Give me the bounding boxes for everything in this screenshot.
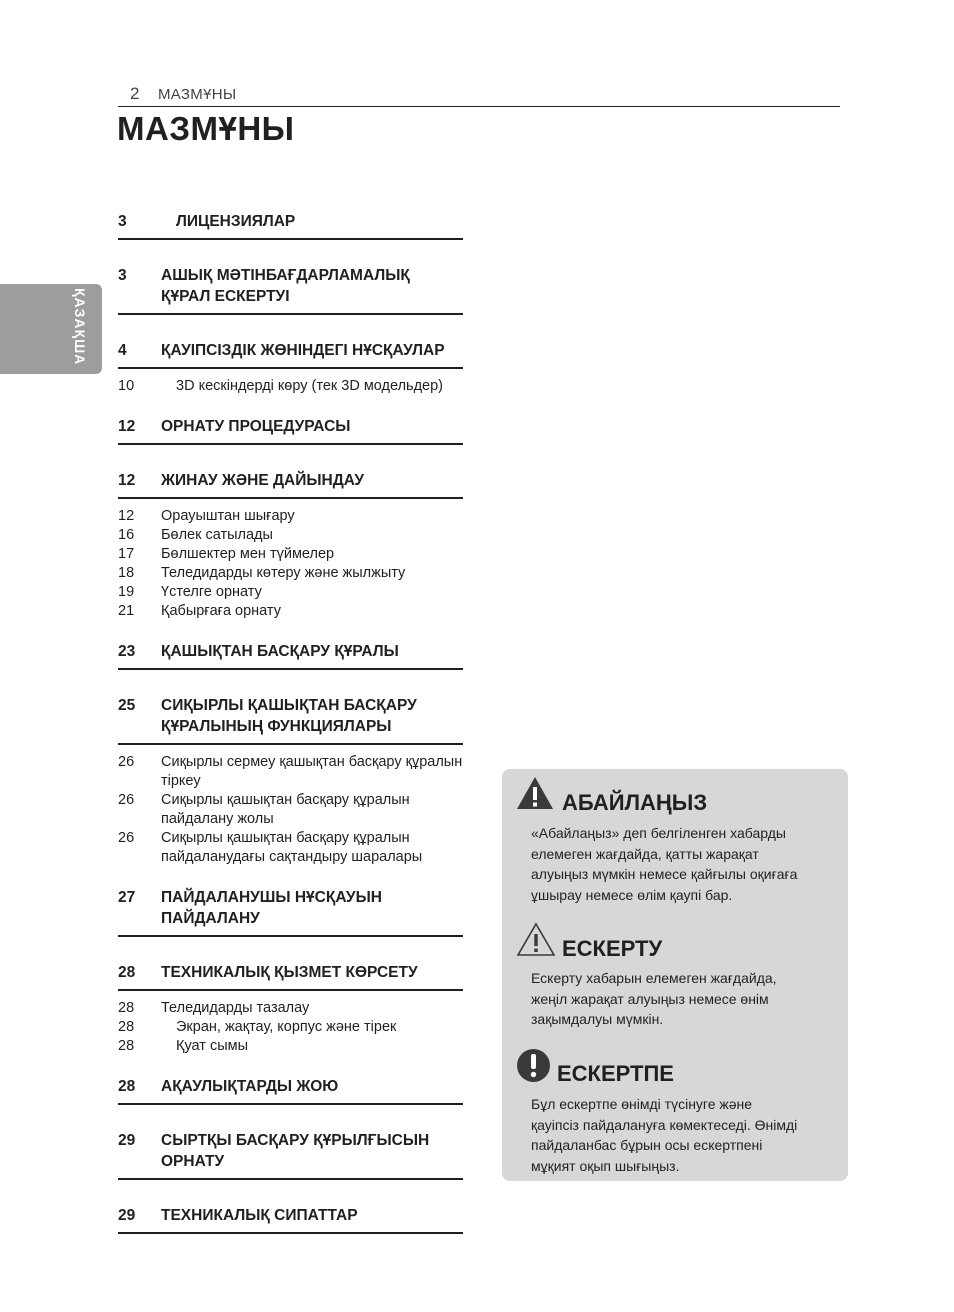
language-label: ҚАЗАҚША (72, 288, 88, 366)
toc-entry[interactable] (118, 507, 463, 526)
toc-section[interactable] (118, 695, 463, 745)
toc-page-number: 27 (118, 889, 136, 906)
header-title: МАЗМҰНЫ (158, 86, 237, 103)
toc-page-number: 12 (118, 472, 136, 489)
note-title: ЕСКЕРТПЕ (557, 1061, 674, 1086)
toc-title: ҚАШЫҚТАН БАСҚАРУ ҚҰРАЛЫ (161, 643, 399, 660)
toc-page-number: 26 (118, 754, 135, 770)
toc-title: Қабырғаға орнату (161, 603, 281, 619)
toc-page-number: 25 (118, 697, 136, 714)
toc-page-number: 28 (118, 1019, 135, 1035)
toc-section[interactable] (118, 416, 463, 445)
warning-title: АБАЙЛАҢЫЗ (562, 790, 708, 815)
note-line: Бұл ескертпе өнімді түсінуге және (531, 1096, 753, 1112)
toc-page-number: 4 (118, 342, 127, 359)
toc-page-number: 19 (118, 584, 135, 600)
note-line: пайдаланбас бұрын осы ескертпені (531, 1137, 763, 1153)
note-text (531, 1094, 836, 1176)
toc-entry[interactable] (118, 829, 463, 867)
toc-page-number: 3 (118, 213, 127, 230)
toc-title: Үстелге орнату (161, 584, 262, 600)
page-number: 2 (130, 84, 140, 103)
toc-title: ТЕХНИКАЛЫҚ СИПАТТАР (161, 1207, 358, 1224)
caution-line: Ескерту хабарын елемеген жағдайда, (531, 970, 777, 986)
warning-triangle-icon (516, 776, 554, 810)
toc-title: ПАЙДАЛАНУШЫ НҰСҚАУЫН ПАЙДАЛАНУ (161, 889, 382, 927)
toc-title: СЫРТҚЫ БАСҚАРУ ҚҰРЫЛҒЫСЫН ОРНАТУ (161, 1132, 430, 1170)
caution-line: зақымдалуы мүмкін. (531, 1011, 664, 1027)
caution-line: жеңіл жарақат алуыңыз немесе өнім (531, 990, 769, 1007)
note-line: мұқият оқып шығыңыз. (531, 1157, 680, 1174)
toc-page-number: 28 (118, 1038, 135, 1054)
toc-title: Сиқырлы қашықтан басқару құралын пайдалану жолы (161, 792, 410, 827)
page-header (118, 84, 840, 107)
warning-line: елемеген жағдайда, қатты жарақат (531, 845, 759, 862)
toc-page-number: 23 (118, 643, 136, 660)
toc-section[interactable] (118, 1205, 463, 1234)
caution-text (531, 968, 836, 1030)
toc-section[interactable] (118, 470, 463, 499)
toc-title: ТЕХНИКАЛЫҚ ҚЫЗМЕТ КӨРСЕТУ (161, 964, 418, 981)
toc-entry[interactable] (118, 526, 463, 545)
toc-title: АҚАУЛЫҚТАРДЫ ЖОЮ (161, 1078, 339, 1095)
toc-title: ОРНАТУ ПРОЦЕДУРАСЫ (161, 418, 351, 435)
toc-entry[interactable] (118, 583, 463, 602)
language-side-tab (0, 284, 102, 374)
toc-title: Бөлек сатылады (161, 527, 273, 543)
toc-page-number: 12 (118, 418, 136, 435)
note-exclamation-circle-icon (516, 1048, 551, 1083)
toc-page-number: 10 (118, 378, 135, 394)
toc-title: Теледидарды көтеру және жылжыту (161, 565, 406, 581)
toc-section[interactable] (118, 641, 463, 670)
toc-entry[interactable] (118, 602, 463, 621)
toc-entry[interactable] (118, 791, 463, 829)
toc-page-number: 28 (118, 1078, 136, 1095)
toc-section[interactable] (118, 887, 463, 937)
notes-panel (502, 769, 848, 1181)
toc-title: Теледидарды тазалау (161, 1000, 310, 1016)
toc-entry[interactable] (118, 377, 463, 396)
toc-page-number: 12 (118, 508, 135, 524)
toc-title: ЛИЦЕНЗИЯЛАР (176, 213, 296, 230)
toc-title: Қуат сымы (176, 1038, 249, 1054)
toc-entry[interactable] (118, 545, 463, 564)
toc-section[interactable] (118, 211, 463, 240)
page-title: МАЗМҰНЫ (117, 110, 295, 147)
toc-page-number: 3 (118, 267, 127, 284)
toc-page-number: 21 (118, 603, 135, 619)
toc-section[interactable] (118, 1130, 463, 1180)
toc-page-number: 29 (118, 1207, 136, 1224)
warning-line: «Абайлаңыз» деп белгіленген хабарды (531, 825, 786, 841)
toc-title: Орауыштан шығару (161, 508, 295, 524)
toc-section[interactable] (118, 340, 463, 369)
toc-title: СИҚЫРЛЫ ҚАШЫҚТАН БАСҚАРУ ҚҰРАЛЫНЫҢ ФУНКЦИЯЛАРЫ (161, 697, 417, 735)
toc-entry[interactable] (118, 753, 463, 791)
toc-section[interactable] (118, 1076, 463, 1105)
toc-title: Бөлшектер мен түймелер (161, 546, 335, 562)
toc-page-number: 26 (118, 830, 135, 846)
note-line: қауіпсіз пайдалануға көмектеседі. Өнімді (531, 1116, 798, 1133)
toc-section[interactable] (118, 962, 463, 991)
toc-entry[interactable] (118, 999, 463, 1018)
toc-page-number: 28 (118, 964, 136, 981)
toc-title: 3D кескіндерді көру (тек 3D модельдер) (176, 378, 444, 394)
caution-title: ЕСКЕРТУ (562, 936, 663, 961)
toc-page-number: 28 (118, 1000, 135, 1016)
toc-page-number: 26 (118, 792, 135, 808)
toc-entry[interactable] (118, 564, 463, 583)
toc-title: Сиқырлы қашықтан басқару құралын пайдаланудағы сақтандыру шаралары (161, 830, 423, 865)
toc-page-number: 18 (118, 565, 135, 581)
toc-title: Сиқырлы сермеу қашықтан басқару құралын тіркеу (161, 754, 463, 789)
toc-entry[interactable] (118, 1018, 463, 1037)
caution-triangle-outline-icon (516, 922, 556, 957)
toc-title: ҚАУІПСІЗДІК ЖӨНІНДЕГІ НҰСҚАУЛАР (161, 342, 445, 359)
toc-title: ЖИНАУ ЖӘНЕ ДАЙЫНДАУ (161, 472, 365, 489)
toc-section[interactable] (118, 265, 463, 315)
warning-text (531, 823, 836, 905)
toc-page-number: 16 (118, 527, 135, 543)
warning-line: алуыңыз мүмкін немесе қайғылы оқиғаға (531, 866, 798, 882)
warning-line: ұшырау немесе өлім қаупі бар. (531, 886, 733, 903)
toc-page-number: 29 (118, 1132, 136, 1149)
toc-title: Экран, жақтау, корпус және тірек (176, 1019, 397, 1035)
toc-title: АШЫҚ МӘТІНБАҒДАРЛАМАЛЫҚ ҚҰРАЛ ЕСКЕРТУІ (161, 267, 410, 305)
toc-entry[interactable] (118, 1037, 463, 1056)
toc-page-number: 17 (118, 546, 135, 562)
table-of-contents (118, 205, 463, 1234)
